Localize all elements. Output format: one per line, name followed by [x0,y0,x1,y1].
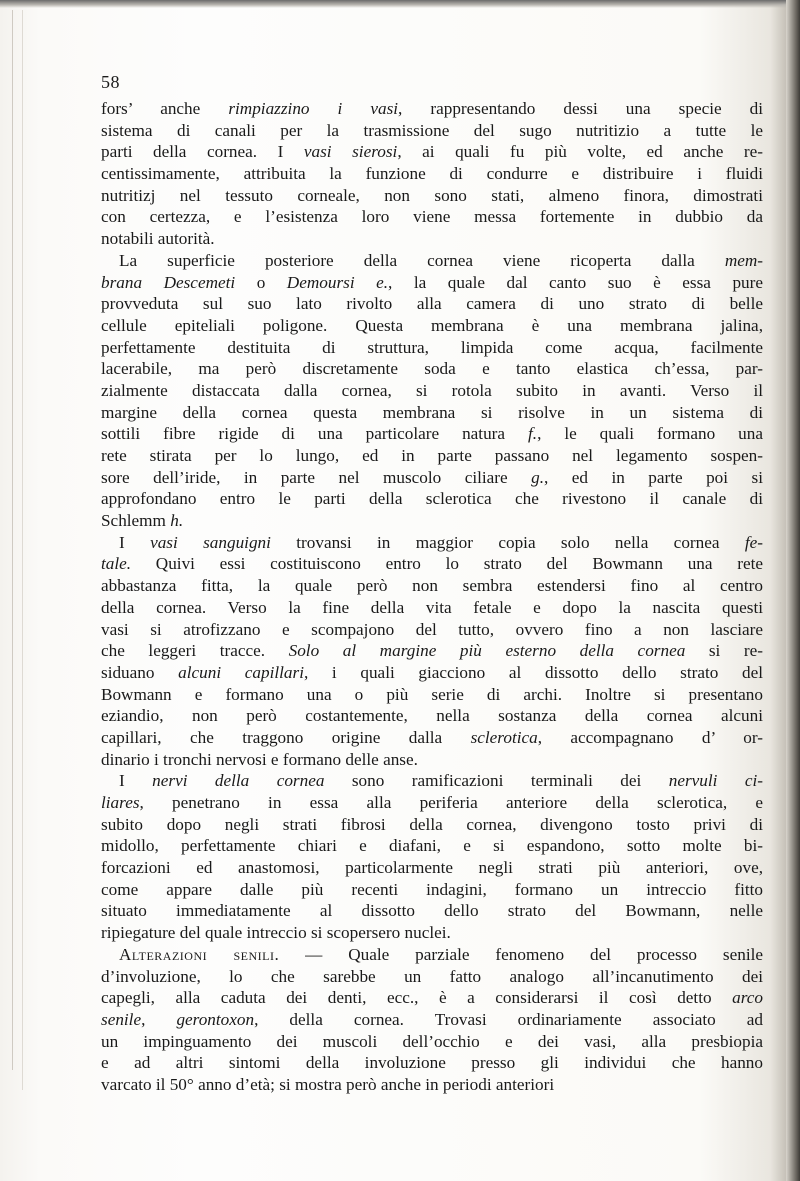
text-segment: I [119,532,151,552]
text-segment: perfettamente destituita di struttura, limpida come acqua, facilmente [101,337,763,357]
italic-term: tale. [101,554,132,574]
text-line [101,358,763,380]
text-line [101,835,763,857]
italic-term: brana Descemeti [101,272,236,292]
text-line [101,922,763,944]
text-segment: come appare dalle più recenti indagini, formano un intreccio fitto [101,879,763,899]
text-line [101,727,763,749]
text-line [101,1052,763,1074]
italic-term: rimpiazzino i vasi [228,99,399,118]
text-line [101,1074,763,1096]
italic-term: h. [170,511,184,531]
text-segment: trovansi in maggior copia solo nella cornea [270,532,745,552]
italic-term: arco [732,988,763,1008]
text-line [101,966,763,988]
text-segment: della cornea. Verso la fine della vita fetale e dopo la nascita questi [101,597,763,617]
italic-term: vasi sierosi [303,142,398,162]
text-line [101,879,763,901]
text-line [101,141,763,163]
text-line [101,510,763,532]
text-line [101,380,763,402]
text-segment: , la quale dal canto suo è essa pure [388,272,763,292]
text-segment: con certezza, e l’esistenza loro viene messa fortemente in dubbio da [101,207,763,227]
text-segment: Quivi essi costituiscono entro lo strato del Bowmann una rete [131,554,763,574]
text-line [101,705,763,727]
text-segment: forcazioni ed anastomosi, particolarmente negli strati più anteriori, ove, [101,858,763,878]
text-segment: , della cornea. Trovasi ordinariamente associato ad [254,1009,763,1029]
text-segment: che leggeri tracce. [101,641,289,661]
italic-term: alcuni capillari [178,662,304,682]
text-segment: vasi si atrofizzano e scompajono del tutto, ovvero fino a non lasciare [101,619,763,639]
text-line [101,272,763,294]
text-line [101,597,763,619]
text-segment: sore dell’iride, in parte nel muscolo ciliare [101,467,532,487]
text-line [101,315,763,337]
text-segment: sottili fibre rigide di una particolare natura [101,424,528,444]
text-segment: un impinguamento dei muscoli dell’occhio e dei vasi, alla presbiopia [101,1031,763,1051]
text-line [101,185,763,207]
text-line [101,944,763,966]
text-line [101,640,763,662]
page-top-edge [0,0,800,8]
text-line [101,98,763,120]
text-segment: Schlemm [101,511,171,531]
text-segment: dinario i tronchi nervosi e formano delle anse. [101,749,418,769]
text-segment: sistema di canali per la trasmissione del sugo nutritizio a tutte le [101,120,763,140]
text-segment: eziandio, non però costantemente, nella sostanza della cornea alcuni [101,706,763,726]
text-line [101,488,763,510]
text-segment: capillari, che traggono origine dalla [101,727,471,747]
text-line [101,814,763,836]
text-segment: fors’ anche [101,99,229,118]
text-line [101,163,763,185]
body-text [101,98,763,1096]
page-right-edge [786,0,800,1181]
italic-term: fe- [744,532,763,552]
italic-term: Demoursi e. [286,272,389,292]
text-segment: sono ramificazioni terminali dei [324,771,669,791]
text-line [101,402,763,424]
text-segment: d’involuzione, lo che sarebbe un fatto analogo all’incanutimento dei [101,966,763,986]
text-line [101,445,763,467]
text-line [101,575,763,597]
text-line [101,1031,763,1053]
italic-term: f. [527,424,538,444]
text-segment: , penetrano in essa alla periferia anteriore della sclerotica, e [139,793,763,812]
text-line [101,900,763,922]
text-segment: , i quali giacciono al dissotto dello strato del [303,662,763,682]
text-line [101,250,763,272]
text-segment: notabili autorità. [101,229,215,249]
italic-term: Solo al margine più esterno della cornea [288,641,686,661]
text-line [101,553,763,575]
text-segment: , [141,1009,177,1029]
text-segment: provveduta sul suo lato rivolto alla camera di uno strato di belle [101,294,763,314]
text-segment: rete stirata per lo lungo, ed in parte passano nel legamento sospen- [101,446,763,465]
italic-term: mem- [724,250,763,270]
text-line [101,228,763,250]
text-segment: Bowmann e formano una o più serie di archi. Inoltre si presentano [101,684,763,704]
text-segment: , accompagnano d’ or- [537,727,763,747]
page-number: 58 [101,72,120,92]
text-segment: varcato il 50° anno d’età; si mostra però anche in periodi anteriori [101,1074,555,1094]
text-line [101,749,763,771]
italic-term: nervi della cornea [152,771,325,791]
text-segment: cellule epiteliali poligone. Questa membrana è una membrana jalina, [101,315,763,335]
text-segment: situato immediatamente al dissotto dello strato del Bowmann, nelle [101,901,763,921]
text-segment: subito dopo negli strati fibrosi della cornea, divengono tosto privi di [101,814,763,834]
text-segment: o [235,272,287,292]
text-segment: siduano [101,662,179,682]
text-line [101,857,763,879]
italic-term: nervuli ci- [668,771,763,791]
text-line [101,684,763,706]
text-line [101,987,763,1009]
text-segment: , ed in parte poi si [543,467,763,487]
text-segment: si re- [685,641,763,661]
text-segment: parti della cornea. I [101,142,304,162]
text-line [101,337,763,359]
text-segment: lacerabile, ma però discretamente soda e tanto elastica ch’essa, par- [101,359,763,379]
section-heading: Alterazioni senili. [119,944,280,964]
text-segment: margine della cornea questa membrana si risolve in un sistema di [101,402,763,422]
text-line [101,770,763,792]
italic-term: liares [101,793,140,812]
italic-term: sclerotica [470,727,538,747]
text-segment: , le quali formano una [537,424,763,444]
text-line [101,619,763,641]
text-segment: , rappresentando dessi una specie di [398,99,763,118]
text-segment: capegli, alla caduta dei denti, ecc., è a considerarsi il così detto [101,988,733,1008]
text-line [101,532,763,554]
text-line [101,792,763,814]
text-line [101,120,763,142]
text-segment: abbastanza fitta, la quale però non sembra estendersi fino al centro [101,576,763,596]
binding-shadow-line [12,10,13,1070]
italic-term: g. [531,467,544,487]
text-segment: centissimamente, attribuita la funzione di condurre e distribuire i fluidi [101,164,763,184]
text-line [101,1009,763,1031]
text-line [101,423,763,445]
italic-term: gerontoxon [176,1009,255,1029]
text-line [101,662,763,684]
italic-term: vasi sanguigni [150,532,271,552]
text-line [101,206,763,228]
text-line [101,293,763,315]
text-segment: , ai quali fu più volte, ed anche re- [397,142,763,162]
text-segment: La superficie posteriore della cornea viene ricoperta dalla [119,250,725,270]
text-segment: e ad altri sintomi della involuzione presso gli individui che hanno [101,1053,763,1073]
text-segment: nutritizj nel tessuto corneale, non sono stati, almeno finora, dimostrati [101,185,763,205]
text-segment: — Quale parziale fenomeno del processo senile [279,944,763,964]
text-segment: zialmente distaccata dalla cornea, si rotola subito in avanti. Verso il [101,380,763,400]
italic-term: senile [101,1009,142,1029]
binding-shadow-line [22,10,23,1090]
text-segment: midollo, perfettamente chiari e diafani, e si espandono, sotto molte bi- [101,836,763,856]
text-segment: approfondano entro le parti della sclerotica che rivestono il canale di [101,489,763,509]
text-line [101,467,763,489]
text-segment: I [119,771,153,791]
text-segment: ripiegature del quale intreccio si scopersero nuclei. [101,923,451,943]
